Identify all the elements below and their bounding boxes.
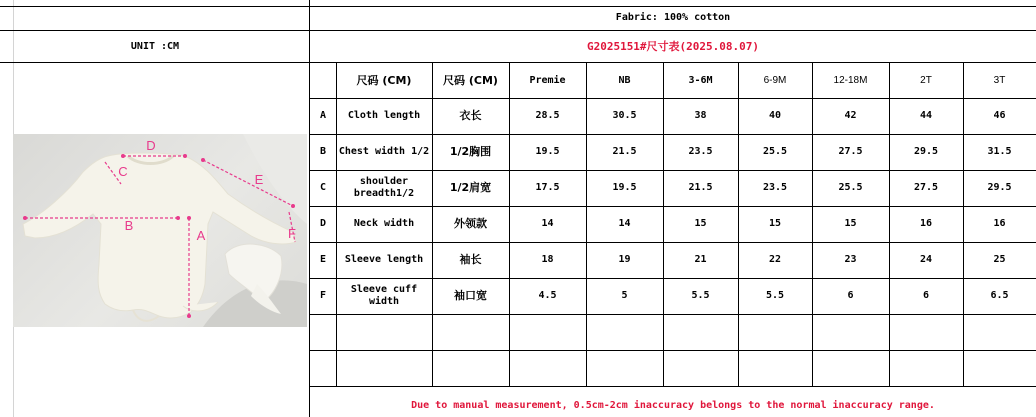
size-value: 17.5: [535, 182, 560, 193]
size-value: 16: [919, 218, 933, 229]
label-f: F: [288, 226, 296, 241]
column-header: 12-18M: [833, 75, 868, 86]
garment-photo: [13, 134, 307, 327]
size-value: 4.5: [538, 290, 557, 301]
label-a: A: [196, 228, 206, 243]
size-value: 16: [993, 218, 1006, 229]
size-value: 14: [541, 218, 554, 229]
size-value: 6: [847, 290, 854, 301]
size-value: 6: [922, 290, 930, 301]
column-header: 3-6M: [688, 75, 713, 86]
column-header: 尺码 (CM): [443, 74, 498, 87]
column-header: 6-9M: [763, 75, 787, 86]
row-key: E: [319, 254, 327, 265]
size-value: 23.5: [762, 182, 788, 193]
measurement-name: Cloth length: [347, 110, 421, 121]
chart-title: G2025151#尺寸表(2025.08.07): [586, 40, 760, 53]
measurement-name: Sleeve length: [344, 254, 424, 265]
row-key: C: [319, 182, 327, 193]
size-value: 5: [621, 290, 628, 301]
measurement-name-cn: 袖长: [459, 253, 482, 266]
size-value: 25.5: [838, 182, 863, 193]
measurement-name: Chest width 1/2: [338, 146, 430, 157]
size-value: 21.5: [688, 182, 713, 193]
label-c: C: [118, 164, 128, 179]
label-b: B: [124, 218, 134, 233]
size-value: 46: [993, 110, 1006, 121]
size-value: 29.5: [987, 182, 1012, 193]
column-header: Premie: [529, 75, 566, 86]
measurement-name: shoulder breadth1/2: [353, 176, 415, 199]
measurement-name: Neck width: [353, 218, 415, 229]
column-header: NB: [618, 75, 631, 86]
measurement-name: Sleeve cuff width: [350, 284, 418, 307]
size-value: 42: [844, 110, 857, 121]
size-value: 19.5: [535, 146, 560, 157]
size-value: 19: [618, 254, 631, 265]
size-value: 22: [768, 254, 782, 265]
size-value: 15: [844, 218, 857, 229]
size-value: 18: [541, 254, 554, 265]
measurement-name-cn: 袖口宽: [454, 289, 487, 302]
size-value: 40: [768, 110, 782, 121]
size-value: 38: [694, 110, 707, 121]
fabric-label: Fabric: 100% cotton: [615, 12, 731, 23]
size-value: 21.5: [612, 146, 637, 157]
size-value: 44: [919, 110, 933, 121]
size-value: 15: [768, 218, 782, 229]
size-value: 15: [694, 218, 707, 229]
size-value: 27.5: [838, 146, 863, 157]
column-header: 2T: [920, 75, 932, 86]
size-value: 23: [844, 254, 857, 265]
unit-label: UNIT :CM: [130, 41, 180, 52]
size-value: 19.5: [612, 182, 637, 193]
measurement-name-cn: 外领款: [454, 217, 487, 230]
size-value: 21: [694, 254, 707, 265]
size-value: 5.5: [765, 290, 785, 301]
row-key: A: [319, 110, 327, 121]
size-value: 27.5: [913, 182, 939, 193]
row-key: B: [319, 146, 327, 157]
row-key: D: [319, 218, 327, 229]
size-value: 28.5: [535, 110, 560, 121]
size-value: 23.5: [688, 146, 713, 157]
row-key: F: [319, 290, 327, 301]
column-header: 尺码 (CM): [356, 74, 412, 87]
size-value: 25: [993, 254, 1006, 265]
size-value: 30.5: [612, 110, 637, 121]
size-value: 6.5: [990, 290, 1009, 301]
size-value: 14: [618, 218, 631, 229]
label-e: E: [254, 172, 264, 187]
measurement-name-cn: 衣长: [459, 109, 482, 122]
label-d: D: [146, 138, 156, 153]
column-header: 3T: [993, 75, 1006, 86]
size-value: 5.5: [691, 290, 710, 301]
size-value: 24: [919, 254, 933, 265]
measurement-name-cn: 1/2胸围: [449, 145, 492, 158]
footer-note: Due to manual measurement, 0.5cm-2cm inaccuracy belongs to the normal inaccuracy range.: [411, 400, 935, 411]
measurement-name-cn: 1/2肩宽: [449, 181, 492, 194]
size-value: 25.5: [762, 146, 788, 157]
size-value: 29.5: [913, 146, 939, 157]
size-value: 31.5: [987, 146, 1012, 157]
